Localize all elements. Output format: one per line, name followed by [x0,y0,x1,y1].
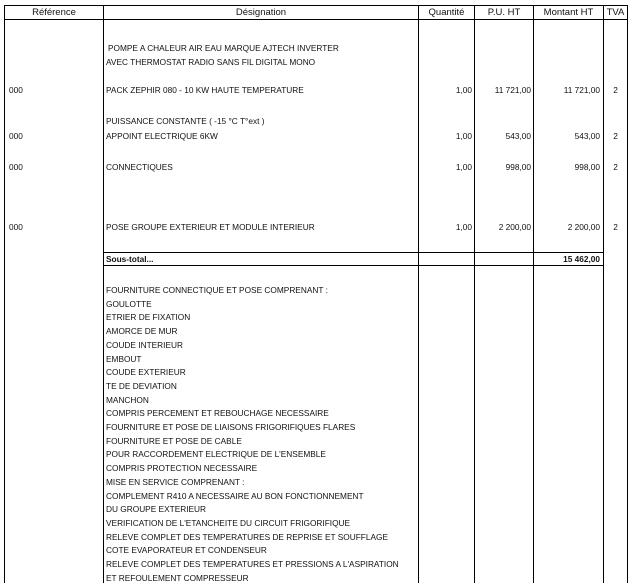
item-montant-ht: 543,00 [574,131,600,141]
column-divider [103,5,104,583]
header-montant-ht: Montant HT [543,7,594,18]
item-reference: 000 [9,162,23,172]
item-quantite: 1,00 [455,131,472,141]
intro-line: AVEC THERMOSTAT RADIO SANS FIL DIGITAL MONO [106,57,316,67]
header-reference: Référence [32,7,76,18]
item-note: PUISSANCE CONSTANTE ( -15 °C T°ext ) [106,116,265,126]
header-designation: Désignation [235,7,287,18]
column-divider [627,5,628,583]
description-line: RELEVE COMPLET DES TEMPERATURES ET PRESSIONS A L'ASPIRATION [106,559,399,569]
item-pu-ht: 11 721,00 [494,85,531,95]
description-line: POUR RACCORDEMENT ELECTRIQUE DE L'ENSEMBLE [106,449,326,460]
description-line: MISE EN SERVICE COMPRENANT : [106,476,245,487]
item-quantite: 1,00 [455,85,472,95]
item-pu-ht: 2 200,00 [498,222,531,232]
description-line: TE DE DEVIATION [106,380,177,391]
item-tva: 2 [613,162,618,172]
description-line: COUDE INTERIEUR [106,339,183,350]
header-quantite: Quantité [428,7,465,18]
item-tva: 2 [613,131,618,141]
description-line: RELEVE COMPLET DES TEMPERATURES DE REPRISE ET SOUFFLAGE [106,531,389,542]
item-designation: POSE GROUPE EXTERIEUR ET MODULE INTERIEUR [106,222,315,232]
intro-line: POMPE A CHALEUR AIR EAU MARQUE AJTECH INVERTER [108,43,339,53]
item-reference: 000 [9,222,23,232]
description-line: FOURNITURE ET POSE DE LIAISONS FRIGORIFIQUES FLARES [106,422,356,432]
item-reference: 000 [9,131,23,141]
description-line: FOURNITURE ET POSE DE CABLE [106,435,242,446]
description-line: GOULOTTE [106,298,152,309]
item-tva: 2 [613,222,618,232]
header-pu-ht: P.U. HT [487,7,521,18]
item-quantite: 1,00 [455,162,472,172]
subtotal-amount: 15 462,00 [563,254,600,264]
description-line: AMORCE DE MUR [106,326,178,337]
subtotal-top-border [104,252,603,253]
item-designation: APPOINT ELECTRIQUE 6KW [106,131,218,141]
description-line: ETRIER DE FIXATION [106,312,191,323]
description-line: ET REFOULEMENT COMPRESSEUR [106,572,249,583]
description-line: COMPLEMENT R410 A NECESSAIRE AU BON FONCTIONNEMENT [106,490,364,501]
description-line: COMPRIS PERCEMENT ET REBOUCHAGE NECESSAIRE [106,408,329,419]
item-montant-ht: 11 721,00 [563,85,600,95]
header-tva: TVA [606,7,625,18]
header-bottom-border [4,19,628,20]
item-pu-ht: 543,00 [505,131,531,141]
item-pu-ht: 998,00 [505,162,531,172]
description-line: EMBOUT [106,353,142,364]
item-designation: PACK ZEPHIR 080 - 10 KW HAUTE TEMPERATURE [106,85,304,95]
item-montant-ht: 998,00 [574,162,600,172]
subtotal-label: Sous-total... [106,254,154,264]
item-designation: CONNECTIQUES [106,162,173,172]
description-line: COTE EVAPORATEUR ET CONDENSEUR [106,545,267,556]
description-line: COUDE EXTERIEUR [106,367,186,378]
description-line: DU GROUPE EXTERIEUR [106,504,207,515]
column-divider [4,5,5,583]
item-tva: 2 [613,85,618,95]
subtotal-bottom-border [104,265,603,266]
description-line: MANCHON [106,394,149,405]
description-line: COMPRIS PROTECTION NECESSAIRE [106,463,258,474]
description-line: FOURNITURE CONNECTIQUE ET POSE COMPRENANT : [106,285,328,295]
item-reference: 000 [9,85,23,95]
item-montant-ht: 2 200,00 [567,222,600,232]
description-line: VERIFICATION DE L'ETANCHEITE DU CIRCUIT FRIGORIFIQUE [106,517,351,528]
item-quantite: 1,00 [455,222,472,232]
